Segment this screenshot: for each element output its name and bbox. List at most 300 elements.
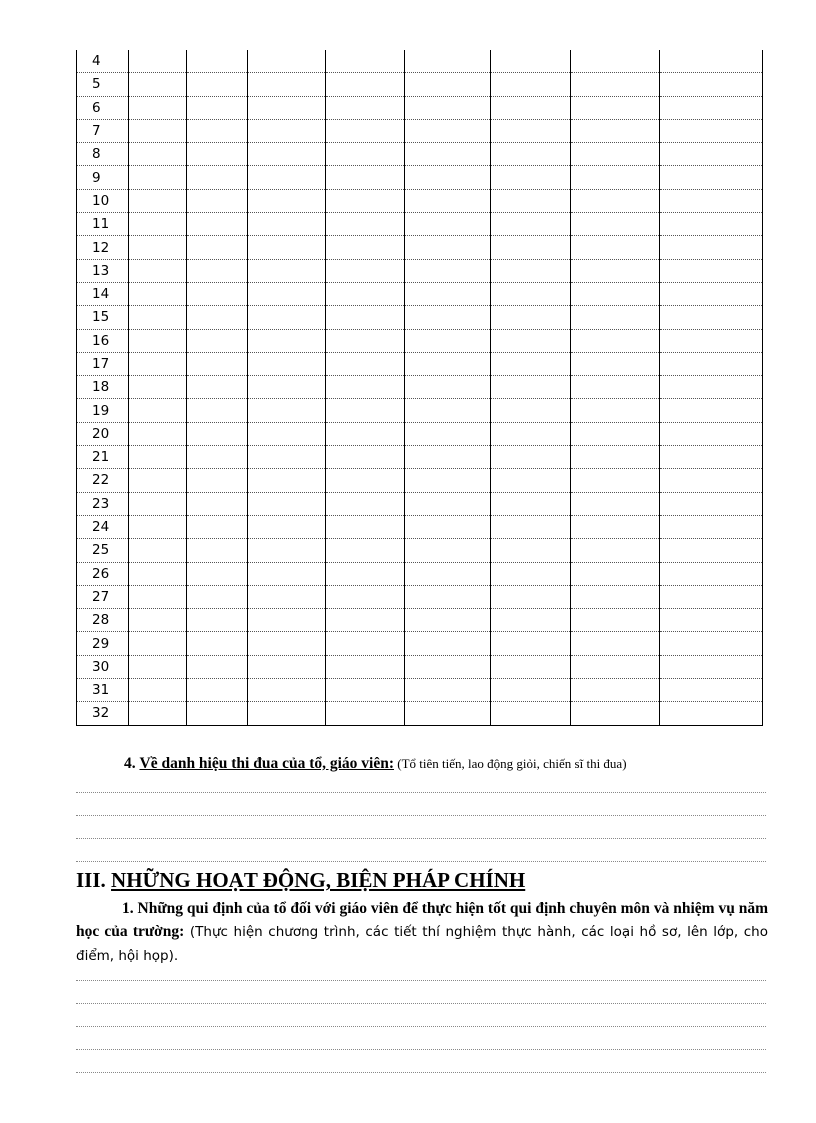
table-cell[interactable] xyxy=(248,73,326,96)
row-number: 14 xyxy=(77,282,129,305)
table-cell[interactable] xyxy=(129,492,187,515)
row-number: 22 xyxy=(77,469,129,492)
table-cell[interactable] xyxy=(405,213,491,236)
table-cell[interactable] xyxy=(571,96,660,119)
table-cell[interactable] xyxy=(326,446,405,469)
table-cell[interactable] xyxy=(326,632,405,655)
table-cell[interactable] xyxy=(660,352,763,375)
table-cell[interactable] xyxy=(248,515,326,538)
table-cell[interactable] xyxy=(491,422,571,445)
table-cell[interactable] xyxy=(248,679,326,702)
section-title: Về danh hiệu thi đua của tổ, giáo viên: xyxy=(139,755,395,772)
table-cell[interactable] xyxy=(187,655,248,678)
table-cell[interactable] xyxy=(405,236,491,259)
table-cell[interactable] xyxy=(326,492,405,515)
table-cell[interactable] xyxy=(660,469,763,492)
row-number: 30 xyxy=(77,655,129,678)
table-cell[interactable] xyxy=(187,236,248,259)
table-cell[interactable] xyxy=(129,236,187,259)
table-cell[interactable] xyxy=(248,446,326,469)
table-cell[interactable] xyxy=(326,236,405,259)
table-row xyxy=(77,306,763,329)
writing-line[interactable] xyxy=(76,980,766,981)
table-cell[interactable] xyxy=(326,539,405,562)
table-cell[interactable] xyxy=(129,515,187,538)
table-cell[interactable] xyxy=(491,492,571,515)
table-cell[interactable] xyxy=(129,469,187,492)
row-number: 26 xyxy=(77,562,129,585)
row-number: 18 xyxy=(77,376,129,399)
table-cell[interactable] xyxy=(571,609,660,632)
table-row xyxy=(77,399,763,422)
table-row xyxy=(77,259,763,282)
section-title: NHỮNG HOẠT ĐỘNG, BIỆN PHÁP CHÍNH xyxy=(111,868,526,892)
table-row xyxy=(77,376,763,399)
table-cell[interactable] xyxy=(326,96,405,119)
table-row xyxy=(77,562,763,585)
table-cell[interactable] xyxy=(405,329,491,352)
table-cell[interactable] xyxy=(405,166,491,189)
table-cell[interactable] xyxy=(248,329,326,352)
table-cell[interactable] xyxy=(129,352,187,375)
writing-line[interactable] xyxy=(76,838,766,839)
table-cell[interactable] xyxy=(571,119,660,142)
table-cell[interactable] xyxy=(187,539,248,562)
table-cell[interactable] xyxy=(660,259,763,282)
table-cell[interactable] xyxy=(129,585,187,608)
table-row xyxy=(77,236,763,259)
table-cell[interactable] xyxy=(187,213,248,236)
table-cell[interactable] xyxy=(187,609,248,632)
table-row xyxy=(77,329,763,352)
table-cell[interactable] xyxy=(187,73,248,96)
table-cell[interactable] xyxy=(405,609,491,632)
table-cell[interactable] xyxy=(491,50,571,73)
table-cell[interactable] xyxy=(571,679,660,702)
row-number: 7 xyxy=(77,119,129,142)
row-number: 10 xyxy=(77,189,129,212)
table-cell[interactable] xyxy=(660,446,763,469)
table-cell[interactable] xyxy=(491,469,571,492)
table-cell[interactable] xyxy=(187,399,248,422)
table-cell[interactable] xyxy=(129,166,187,189)
table-cell[interactable] xyxy=(129,189,187,212)
table-cell[interactable] xyxy=(660,515,763,538)
table-cell[interactable] xyxy=(491,166,571,189)
table-cell[interactable] xyxy=(571,655,660,678)
table-cell[interactable] xyxy=(326,702,405,725)
table-cell[interactable] xyxy=(571,73,660,96)
table-cell[interactable] xyxy=(660,119,763,142)
writing-line[interactable] xyxy=(76,1049,766,1050)
table-cell[interactable] xyxy=(187,469,248,492)
row-number: 28 xyxy=(77,609,129,632)
writing-line[interactable] xyxy=(76,815,766,816)
table-cell[interactable] xyxy=(405,143,491,166)
table-cell[interactable] xyxy=(491,562,571,585)
table-cell[interactable] xyxy=(129,702,187,725)
table-cell[interactable] xyxy=(248,585,326,608)
table-cell[interactable] xyxy=(491,679,571,702)
section-number: III. xyxy=(76,868,112,892)
table-cell[interactable] xyxy=(491,143,571,166)
table-cell[interactable] xyxy=(491,632,571,655)
table-cell[interactable] xyxy=(660,306,763,329)
table-cell[interactable] xyxy=(326,189,405,212)
table-row xyxy=(77,189,763,212)
table-cell[interactable] xyxy=(248,609,326,632)
table-cell[interactable] xyxy=(571,585,660,608)
table-cell[interactable] xyxy=(187,376,248,399)
item-heading: 1. Những qui định của tổ đối với giáo viên để thực hiện tốt qui định chuyên môn và nhiệm vụ năm học của trường: xyxy=(76,900,768,940)
table-row xyxy=(77,166,763,189)
table-cell[interactable] xyxy=(248,702,326,725)
table-row xyxy=(77,446,763,469)
table-cell[interactable] xyxy=(491,189,571,212)
table-cell[interactable] xyxy=(405,376,491,399)
table-row xyxy=(77,609,763,632)
table-cell[interactable] xyxy=(248,469,326,492)
table-cell[interactable] xyxy=(491,329,571,352)
table-cell[interactable] xyxy=(660,702,763,725)
table-cell[interactable] xyxy=(405,282,491,305)
table-cell[interactable] xyxy=(405,632,491,655)
table-cell[interactable] xyxy=(660,585,763,608)
table-cell[interactable] xyxy=(129,376,187,399)
table-cell[interactable] xyxy=(248,119,326,142)
table-cell[interactable] xyxy=(187,422,248,445)
table-cell[interactable] xyxy=(660,282,763,305)
table-cell[interactable] xyxy=(571,422,660,445)
table-cell[interactable] xyxy=(405,539,491,562)
table-row xyxy=(77,73,763,96)
table-cell[interactable] xyxy=(248,352,326,375)
table-cell[interactable] xyxy=(491,96,571,119)
table-cell[interactable] xyxy=(571,562,660,585)
table-cell[interactable] xyxy=(405,259,491,282)
row-number: 5 xyxy=(77,73,129,96)
table-cell[interactable] xyxy=(571,399,660,422)
table-cell[interactable] xyxy=(571,702,660,725)
table-cell[interactable] xyxy=(326,213,405,236)
row-number: 19 xyxy=(77,399,129,422)
table-cell[interactable] xyxy=(326,259,405,282)
row-number: 25 xyxy=(77,539,129,562)
table-cell[interactable] xyxy=(491,539,571,562)
table-cell[interactable] xyxy=(405,469,491,492)
table-cell[interactable] xyxy=(405,73,491,96)
table-cell[interactable] xyxy=(129,422,187,445)
table-cell[interactable] xyxy=(326,585,405,608)
table-cell[interactable] xyxy=(248,143,326,166)
table-cell[interactable] xyxy=(660,609,763,632)
row-number: 12 xyxy=(77,236,129,259)
table-cell[interactable] xyxy=(326,352,405,375)
table-cell[interactable] xyxy=(571,259,660,282)
table-cell[interactable] xyxy=(491,702,571,725)
table-cell[interactable] xyxy=(129,306,187,329)
writing-line[interactable] xyxy=(76,1072,766,1073)
table-cell[interactable] xyxy=(660,50,763,73)
table-cell[interactable] xyxy=(248,189,326,212)
table-cell[interactable] xyxy=(491,352,571,375)
table-cell[interactable] xyxy=(571,492,660,515)
table-cell[interactable] xyxy=(248,422,326,445)
table-cell[interactable] xyxy=(405,515,491,538)
table-cell[interactable] xyxy=(660,73,763,96)
table-cell[interactable] xyxy=(248,655,326,678)
table-cell[interactable] xyxy=(248,213,326,236)
table-row xyxy=(77,515,763,538)
table-cell[interactable] xyxy=(326,306,405,329)
table-cell[interactable] xyxy=(405,562,491,585)
table-cell[interactable] xyxy=(405,702,491,725)
table-cell[interactable] xyxy=(571,515,660,538)
table-cell[interactable] xyxy=(491,236,571,259)
table-cell[interactable] xyxy=(326,399,405,422)
table-cell[interactable] xyxy=(187,632,248,655)
table-cell[interactable] xyxy=(491,282,571,305)
table-row xyxy=(77,469,763,492)
table-cell[interactable] xyxy=(571,306,660,329)
table-cell[interactable] xyxy=(326,515,405,538)
table-cell[interactable] xyxy=(326,376,405,399)
table-cell[interactable] xyxy=(326,562,405,585)
table-cell[interactable] xyxy=(660,655,763,678)
table-cell[interactable] xyxy=(187,119,248,142)
table-cell[interactable] xyxy=(405,306,491,329)
table-cell[interactable] xyxy=(248,259,326,282)
row-number: 15 xyxy=(77,306,129,329)
table-cell[interactable] xyxy=(660,189,763,212)
table-cell[interactable] xyxy=(660,539,763,562)
row-number: 24 xyxy=(77,515,129,538)
row-number: 17 xyxy=(77,352,129,375)
table-cell[interactable] xyxy=(571,189,660,212)
table-cell[interactable] xyxy=(326,469,405,492)
table-cell[interactable] xyxy=(326,655,405,678)
table-row xyxy=(77,119,763,142)
table-cell[interactable] xyxy=(187,282,248,305)
table-cell[interactable] xyxy=(660,166,763,189)
table-row xyxy=(77,539,763,562)
table-cell[interactable] xyxy=(248,492,326,515)
table-cell[interactable] xyxy=(405,655,491,678)
table-cell[interactable] xyxy=(129,259,187,282)
table-row xyxy=(77,585,763,608)
row-number: 16 xyxy=(77,329,129,352)
table-cell[interactable] xyxy=(248,306,326,329)
table-cell[interactable] xyxy=(660,422,763,445)
table-cell[interactable] xyxy=(129,446,187,469)
table-cell[interactable] xyxy=(660,492,763,515)
table-cell[interactable] xyxy=(405,50,491,73)
table-cell[interactable] xyxy=(491,259,571,282)
table-cell[interactable] xyxy=(129,632,187,655)
table-cell[interactable] xyxy=(405,119,491,142)
writing-line[interactable] xyxy=(76,792,766,793)
table-cell[interactable] xyxy=(129,282,187,305)
row-number: 31 xyxy=(77,679,129,702)
table-row xyxy=(77,679,763,702)
table-cell[interactable] xyxy=(248,166,326,189)
row-number: 9 xyxy=(77,166,129,189)
table-cell[interactable] xyxy=(129,679,187,702)
row-number: 11 xyxy=(77,213,129,236)
table-cell[interactable] xyxy=(491,585,571,608)
table-cell[interactable] xyxy=(129,96,187,119)
table-cell[interactable] xyxy=(571,469,660,492)
table-cell[interactable] xyxy=(326,282,405,305)
table-cell[interactable] xyxy=(187,166,248,189)
table-cell[interactable] xyxy=(660,143,763,166)
table-cell[interactable] xyxy=(129,50,187,73)
table-cell[interactable] xyxy=(187,446,248,469)
table-cell[interactable] xyxy=(491,306,571,329)
table-row xyxy=(77,282,763,305)
writing-line[interactable] xyxy=(76,1026,766,1027)
table-cell[interactable] xyxy=(405,679,491,702)
table-cell[interactable] xyxy=(405,399,491,422)
table-cell[interactable] xyxy=(491,213,571,236)
item-1-paragraph xyxy=(76,897,768,968)
table-cell[interactable] xyxy=(129,119,187,142)
table-cell[interactable] xyxy=(660,632,763,655)
table-cell[interactable] xyxy=(660,399,763,422)
table-cell[interactable] xyxy=(491,376,571,399)
table-cell[interactable] xyxy=(187,259,248,282)
table-cell[interactable] xyxy=(660,236,763,259)
table-cell[interactable] xyxy=(326,143,405,166)
table-cell[interactable] xyxy=(405,352,491,375)
table-cell[interactable] xyxy=(405,446,491,469)
row-number: 21 xyxy=(77,446,129,469)
row-number: 6 xyxy=(77,96,129,119)
table-row xyxy=(77,96,763,119)
section-note: (Tổ tiên tiến, lao động giỏi, chiến sĩ thi đua) xyxy=(394,756,627,771)
table-cell[interactable] xyxy=(326,679,405,702)
table-cell[interactable] xyxy=(248,96,326,119)
table-cell[interactable] xyxy=(491,399,571,422)
table-cell[interactable] xyxy=(571,539,660,562)
table-cell[interactable] xyxy=(571,236,660,259)
row-number: 29 xyxy=(77,632,129,655)
table-cell[interactable] xyxy=(187,329,248,352)
table-cell[interactable] xyxy=(491,119,571,142)
section-4-heading xyxy=(124,755,627,773)
table-cell[interactable] xyxy=(571,352,660,375)
table-cell[interactable] xyxy=(326,50,405,73)
table-cell[interactable] xyxy=(660,376,763,399)
row-number: 27 xyxy=(77,585,129,608)
table-cell[interactable] xyxy=(491,655,571,678)
table-cell[interactable] xyxy=(248,282,326,305)
table-cell[interactable] xyxy=(248,539,326,562)
table-cell[interactable] xyxy=(248,399,326,422)
table-cell[interactable] xyxy=(129,143,187,166)
section-iii-heading xyxy=(76,868,525,893)
item-note: (Thực hiện chương trình, các tiết thí nghiệm thực hành, các loại hồ sơ, lên lớp, cho điểm, hội họp). xyxy=(76,924,768,964)
table-cell[interactable] xyxy=(326,166,405,189)
section-number: 4. xyxy=(124,755,136,772)
table-row xyxy=(77,422,763,445)
table-cell[interactable] xyxy=(571,446,660,469)
table-cell[interactable] xyxy=(405,585,491,608)
table-cell[interactable] xyxy=(405,189,491,212)
table-cell[interactable] xyxy=(571,376,660,399)
table-cell[interactable] xyxy=(248,236,326,259)
writing-line[interactable] xyxy=(76,861,766,862)
table-cell[interactable] xyxy=(571,50,660,73)
table-cell[interactable] xyxy=(405,422,491,445)
table-cell[interactable] xyxy=(571,632,660,655)
table-cell[interactable] xyxy=(571,166,660,189)
table-cell[interactable] xyxy=(187,143,248,166)
table-cell[interactable] xyxy=(248,50,326,73)
table-cell[interactable] xyxy=(326,73,405,96)
table-cell[interactable] xyxy=(187,189,248,212)
record-table xyxy=(76,50,763,726)
table-cell[interactable] xyxy=(571,143,660,166)
table-cell[interactable] xyxy=(248,562,326,585)
table-cell[interactable] xyxy=(326,422,405,445)
table-cell[interactable] xyxy=(491,609,571,632)
table-cell[interactable] xyxy=(187,50,248,73)
table-cell[interactable] xyxy=(187,562,248,585)
table-cell[interactable] xyxy=(660,562,763,585)
row-number: 20 xyxy=(77,422,129,445)
table-cell[interactable] xyxy=(187,702,248,725)
table-cell[interactable] xyxy=(129,213,187,236)
table-cell[interactable] xyxy=(660,329,763,352)
table-cell[interactable] xyxy=(187,585,248,608)
table-cell[interactable] xyxy=(571,282,660,305)
table-cell[interactable] xyxy=(491,73,571,96)
table-cell[interactable] xyxy=(129,655,187,678)
table-cell[interactable] xyxy=(187,352,248,375)
table-cell[interactable] xyxy=(187,515,248,538)
writing-line[interactable] xyxy=(76,1003,766,1004)
table-cell[interactable] xyxy=(660,96,763,119)
table-cell[interactable] xyxy=(187,306,248,329)
table-cell[interactable] xyxy=(187,96,248,119)
table-row xyxy=(77,632,763,655)
table-row xyxy=(77,655,763,678)
table-cell[interactable] xyxy=(326,329,405,352)
table-cell[interactable] xyxy=(326,119,405,142)
table-cell[interactable] xyxy=(405,96,491,119)
table-cell[interactable] xyxy=(248,632,326,655)
table-cell[interactable] xyxy=(187,679,248,702)
table-cell[interactable] xyxy=(571,329,660,352)
table-cell[interactable] xyxy=(571,213,660,236)
table-cell[interactable] xyxy=(129,562,187,585)
table-cell[interactable] xyxy=(491,446,571,469)
table-cell[interactable] xyxy=(129,73,187,96)
table-cell[interactable] xyxy=(660,213,763,236)
table-cell[interactable] xyxy=(326,609,405,632)
table-cell[interactable] xyxy=(129,539,187,562)
table-cell[interactable] xyxy=(129,609,187,632)
table-cell[interactable] xyxy=(129,329,187,352)
table-cell[interactable] xyxy=(129,399,187,422)
table-cell[interactable] xyxy=(248,376,326,399)
table-cell[interactable] xyxy=(660,679,763,702)
table-cell[interactable] xyxy=(187,492,248,515)
table-row xyxy=(77,492,763,515)
table-cell[interactable] xyxy=(405,492,491,515)
table-cell[interactable] xyxy=(491,515,571,538)
